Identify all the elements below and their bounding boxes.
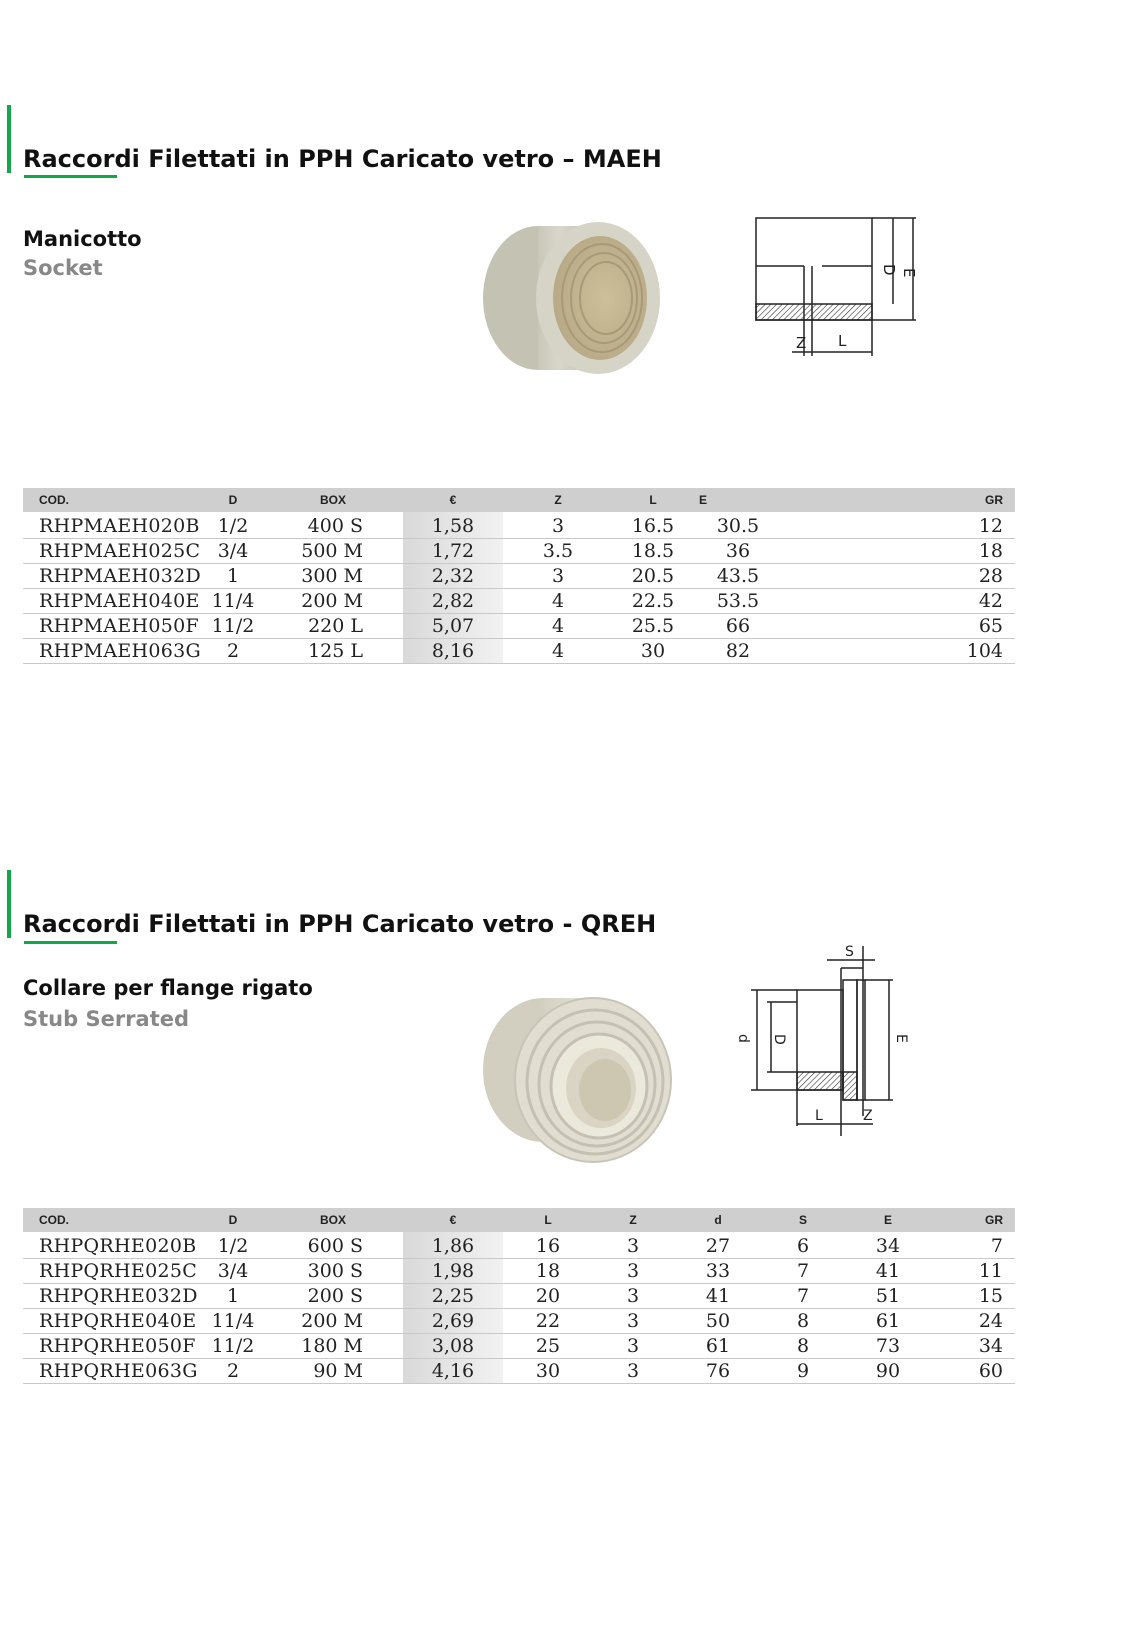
cell-e: 90 (843, 1359, 933, 1384)
cell-d-small: 76 (673, 1359, 763, 1384)
table-row (23, 1359, 1015, 1384)
cell-d: 2 (203, 639, 263, 664)
cell-d: 2 (203, 1359, 263, 1384)
cell-gr: 42 (783, 589, 1015, 614)
section-title: Raccordi Filettati in PPH Caricato vetro - QREH (23, 910, 657, 938)
cell-d-small: 50 (673, 1309, 763, 1334)
cell-l: 20 (503, 1284, 593, 1309)
section-accent-bar (7, 105, 11, 173)
cell-d: 1/2 (203, 1232, 263, 1259)
cell-l: 30 (613, 639, 693, 664)
table-row (23, 564, 1015, 589)
cell-gr: 7 (933, 1232, 1015, 1259)
cell-e: 73 (843, 1334, 933, 1359)
cell-box: 300 S (263, 1259, 403, 1284)
cell-z: 3.5 (503, 539, 613, 564)
column-header: COD. (23, 1208, 203, 1232)
cell-l: 20.5 (613, 564, 693, 589)
cell-code: RHPMAEH025C (23, 539, 203, 564)
cell-e: 66 (693, 614, 783, 639)
cell-code: RHPMAEH032D (23, 564, 203, 589)
cell-price: 2,25 (403, 1284, 503, 1309)
cell-box: 600 S (263, 1232, 403, 1259)
cell-code: RHPMAEH050F (23, 614, 203, 639)
column-header: Z (503, 488, 613, 512)
cell-gr: 34 (933, 1334, 1015, 1359)
column-header: d (673, 1208, 763, 1232)
cell-z: 3 (503, 512, 613, 539)
section-title: Raccordi Filettati in PPH Caricato vetro – MAEH (23, 145, 662, 173)
cell-price: 5,07 (403, 614, 503, 639)
cell-box: 125 L (263, 639, 403, 664)
cell-d: 1/2 (203, 512, 263, 539)
table-row (23, 1259, 1015, 1284)
cell-code: RHPMAEH020B (23, 512, 203, 539)
table-header-row (23, 1208, 1015, 1232)
cell-e: 36 (693, 539, 783, 564)
column-header: € (403, 1208, 503, 1232)
table-row (23, 589, 1015, 614)
cell-l: 25.5 (613, 614, 693, 639)
cell-d: 3/4 (203, 539, 263, 564)
drawing-label-s: S (845, 944, 854, 960)
drawing-label-l: L (815, 1108, 823, 1124)
spec-table-qreh (23, 1208, 1015, 1384)
cell-gr: 11 (933, 1259, 1015, 1284)
cell-l: 25 (503, 1334, 593, 1359)
cell-d: 11/4 (203, 1309, 263, 1334)
column-header: Z (593, 1208, 673, 1232)
cell-box: 200 S (263, 1284, 403, 1309)
drawing-label-l: L (838, 332, 847, 350)
spec-table-maeh (23, 488, 1015, 664)
cell-e: 53.5 (693, 589, 783, 614)
cell-gr: 15 (933, 1284, 1015, 1309)
cell-s: 8 (763, 1334, 843, 1359)
cell-z: 4 (503, 639, 613, 664)
cell-d-small: 27 (673, 1232, 763, 1259)
cell-d: 1 (203, 1284, 263, 1309)
column-header: COD. (23, 488, 203, 512)
drawing-label-e: E (893, 1034, 909, 1043)
product-name: Manicotto (23, 227, 142, 251)
cell-gr: 28 (783, 564, 1015, 589)
stub-technical-drawing (735, 938, 935, 1138)
cell-z: 3 (593, 1309, 673, 1334)
cell-price: 2,82 (403, 589, 503, 614)
cell-price: 8,16 (403, 639, 503, 664)
cell-z: 3 (593, 1334, 673, 1359)
cell-d: 11/2 (203, 614, 263, 639)
cell-box: 90 M (263, 1359, 403, 1384)
cell-e: 30.5 (693, 512, 783, 539)
cell-code: RHPMAEH040E (23, 589, 203, 614)
table-row (23, 1309, 1015, 1334)
cell-box: 220 L (263, 614, 403, 639)
product-subtitle: Stub Serrated (23, 1007, 190, 1031)
cell-price: 1,72 (403, 539, 503, 564)
cell-z: 3 (593, 1359, 673, 1384)
cell-s: 7 (763, 1284, 843, 1309)
cell-box: 300 M (263, 564, 403, 589)
cell-gr: 60 (933, 1359, 1015, 1384)
cell-code: RHPQRHE040E (23, 1309, 203, 1334)
cell-z: 3 (593, 1232, 673, 1259)
column-header: BOX (263, 1208, 403, 1232)
cell-z: 4 (503, 589, 613, 614)
cell-s: 7 (763, 1259, 843, 1284)
cell-l: 22 (503, 1309, 593, 1334)
column-header: S (763, 1208, 843, 1232)
cell-code: RHPMAEH063G (23, 639, 203, 664)
cell-box: 200 M (263, 589, 403, 614)
column-header: E (843, 1208, 933, 1232)
drawing-label-d: D (880, 264, 898, 276)
cell-gr: 24 (933, 1309, 1015, 1334)
table-row (23, 512, 1015, 539)
cell-code: RHPQRHE025C (23, 1259, 203, 1284)
table-header-row (23, 488, 1015, 512)
column-header: E (693, 488, 783, 512)
cell-code: RHPQRHE050F (23, 1334, 203, 1359)
cell-price: 1,86 (403, 1232, 503, 1259)
cell-price: 1,98 (403, 1259, 503, 1284)
drawing-label-z: Z (796, 334, 807, 352)
product-name: Collare per flange rigato (23, 976, 313, 1000)
cell-price: 3,08 (403, 1334, 503, 1359)
cell-gr: 12 (783, 512, 1015, 539)
cell-z: 3 (593, 1284, 673, 1309)
column-header: GR (933, 1208, 1015, 1232)
cell-e: 34 (843, 1232, 933, 1259)
table-row (23, 1284, 1015, 1309)
cell-d-small: 61 (673, 1334, 763, 1359)
cell-price: 1,58 (403, 512, 503, 539)
cell-box: 500 M (263, 539, 403, 564)
cell-d: 11/2 (203, 1334, 263, 1359)
cell-box: 200 M (263, 1309, 403, 1334)
cell-d: 1 (203, 564, 263, 589)
table-row (23, 1232, 1015, 1259)
cell-l: 18 (503, 1259, 593, 1284)
cell-d-small: 33 (673, 1259, 763, 1284)
cell-price: 2,69 (403, 1309, 503, 1334)
column-header: D (203, 488, 263, 512)
drawing-label-z: Z (863, 1108, 873, 1124)
cell-code: RHPQRHE063G (23, 1359, 203, 1384)
cell-gr: 104 (783, 639, 1015, 664)
cell-z: 3 (593, 1259, 673, 1284)
drawing-label-d: D (771, 1034, 787, 1045)
table-row (23, 639, 1015, 664)
cell-d: 3/4 (203, 1259, 263, 1284)
column-header: D (203, 1208, 263, 1232)
title-underline (24, 175, 117, 178)
cell-e: 51 (843, 1284, 933, 1309)
cell-l: 30 (503, 1359, 593, 1384)
cell-z: 4 (503, 614, 613, 639)
cell-e: 43.5 (693, 564, 783, 589)
cell-code: RHPQRHE032D (23, 1284, 203, 1309)
drawing-label-e: E (900, 268, 918, 278)
cell-d: 11/4 (203, 589, 263, 614)
table-row (23, 539, 1015, 564)
cell-l: 16 (503, 1232, 593, 1259)
cell-l: 18.5 (613, 539, 693, 564)
column-header: GR (783, 488, 1015, 512)
cell-s: 8 (763, 1309, 843, 1334)
cell-z: 3 (503, 564, 613, 589)
column-header: € (403, 488, 503, 512)
column-header: BOX (263, 488, 403, 512)
cell-e: 41 (843, 1259, 933, 1284)
product-subtitle: Socket (23, 256, 103, 280)
table-row (23, 1334, 1015, 1359)
title-underline (24, 941, 117, 944)
stub-photo (465, 990, 675, 1165)
socket-photo (478, 218, 668, 380)
cell-box: 400 S (263, 512, 403, 539)
cell-gr: 18 (783, 539, 1015, 564)
cell-s: 6 (763, 1232, 843, 1259)
section-accent-bar (7, 870, 11, 938)
cell-gr: 65 (783, 614, 1015, 639)
cell-price: 4,16 (403, 1359, 503, 1384)
drawing-label-d-small: d (735, 1034, 751, 1043)
cell-l: 22.5 (613, 589, 693, 614)
cell-code: RHPQRHE020B (23, 1232, 203, 1259)
cell-d-small: 41 (673, 1284, 763, 1309)
table-row (23, 614, 1015, 639)
cell-s: 9 (763, 1359, 843, 1384)
column-header: L (613, 488, 693, 512)
cell-e: 82 (693, 639, 783, 664)
column-header: L (503, 1208, 593, 1232)
socket-technical-drawing (748, 208, 928, 366)
cell-e: 61 (843, 1309, 933, 1334)
cell-l: 16.5 (613, 512, 693, 539)
cell-box: 180 M (263, 1334, 403, 1359)
cell-price: 2,32 (403, 564, 503, 589)
